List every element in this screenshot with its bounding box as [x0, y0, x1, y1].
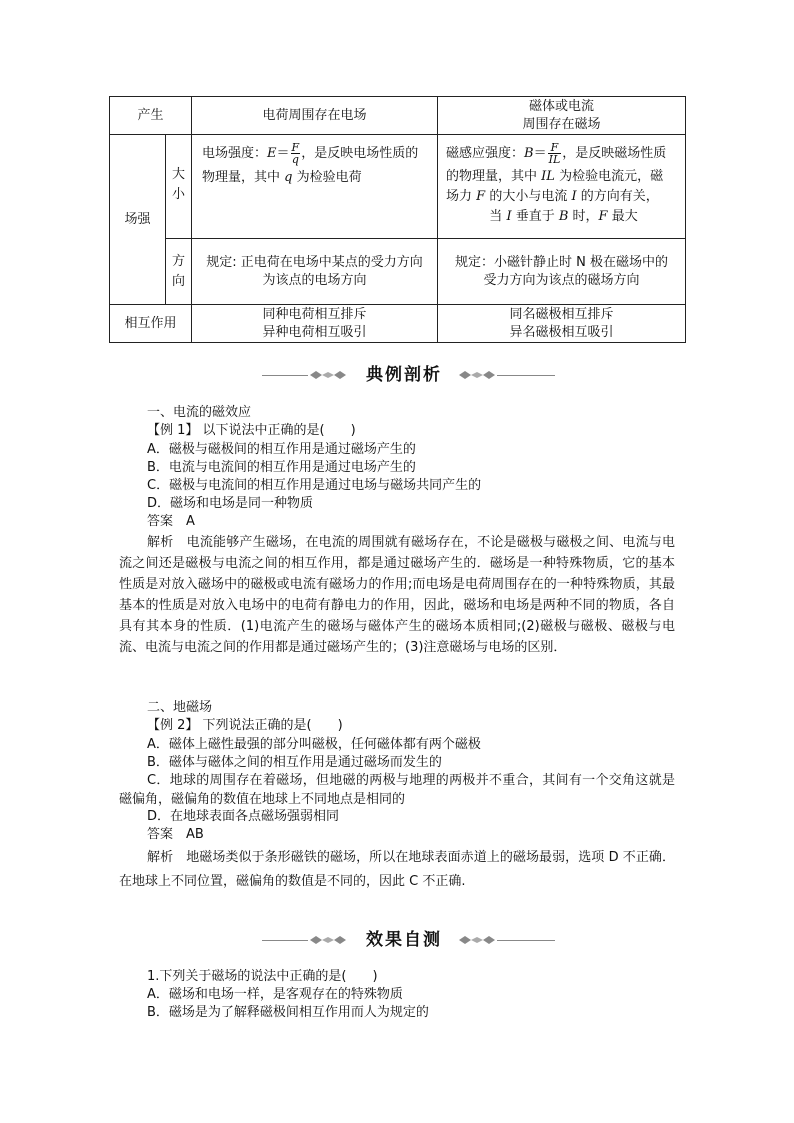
denominator: q: [291, 153, 299, 166]
electric-strength-cell: [192, 135, 438, 239]
direction-label-cell: [166, 239, 192, 305]
section-title: 典例剖析: [366, 365, 442, 385]
row-label-source: 产生: [110, 97, 192, 135]
example-1-option-b: B．电流与电流间的相互作用是通过电场产生的: [147, 460, 416, 475]
magnetic-strength-line-3: [446, 187, 681, 207]
divider-line: [262, 375, 308, 376]
example-2-option-a: A．磁体上磁性最强的部分叫磁极，任何磁体都有两个磁极: [147, 737, 481, 752]
ornament-left-icon: [308, 369, 348, 381]
example-2-analysis: 解析 地磁场类似于条形磁铁的磁场，所以在地球表面赤道上的磁场最弱，选项 D 不正确．在地球上不同位置，磁偏角的数值是不同的，因此 C 不正确.: [119, 850, 675, 889]
row-label-interaction: 相互作用: [110, 305, 192, 343]
electric-direction-line-2: 为该点的电场方向: [262, 272, 367, 288]
magnetic-strength-line-2: [446, 167, 681, 187]
example-1-option-d: D．磁场和电场是同一种物质: [147, 496, 314, 511]
text: ，是反映电场性质的: [301, 146, 419, 161]
text: 的大小与电流: [485, 189, 572, 204]
var-IL: IL: [541, 169, 555, 184]
ornament-left-icon: [308, 934, 348, 946]
quiz-1-option-b: B．磁场是为了解释磁极间相互作用而人为规定的: [147, 1005, 429, 1020]
var-E: E: [267, 146, 277, 161]
direction-label-1: 方: [172, 253, 186, 269]
numerator: F: [291, 141, 300, 154]
part1-heading: 一、电流的磁效应: [147, 405, 252, 420]
example-2-answer: 答案 AB: [147, 827, 204, 842]
example-2-option-c: C．地球的周围存在着磁场，但地磁的两极与地理的两极并不重合，其间有一个交角这就是磁偏角，磁偏角的数值在地球上不同地点是相同的: [119, 773, 675, 807]
text: 场力: [446, 189, 477, 204]
text: 电场强度：: [202, 146, 268, 161]
var-I: I: [506, 209, 512, 224]
fraction-F-over-IL: [548, 142, 562, 165]
row-label-strength: 场强: [110, 135, 166, 305]
example-2-option-b: B．磁体与磁体之间的相互作用是通过磁场而发生的: [147, 755, 442, 770]
example-1-answer: 答案 A: [147, 514, 195, 529]
text: 磁感应强度：: [446, 146, 525, 161]
magnetic-source-line-2: 周围存在磁场: [522, 116, 601, 132]
text: 当: [489, 209, 507, 224]
electric-direction-cell: [192, 239, 438, 305]
electric-direction-line-1: 规定: 正电荷在电场中某点的受力方向: [206, 254, 423, 270]
text: 的物理量，其中: [446, 169, 542, 184]
divider-line: [262, 940, 308, 941]
magnetic-direction-line-2: 受力方向为该点的磁场方向: [483, 272, 640, 288]
text: 最大: [607, 209, 638, 224]
magnetic-strength-line-1: [446, 141, 681, 167]
text: 的方向有关，: [576, 189, 659, 204]
size-label-1: 大: [172, 167, 186, 182]
var-F: F: [476, 189, 486, 204]
comparison-table: [109, 96, 686, 343]
fraction-F-over-q: [291, 142, 301, 165]
text: 时，: [568, 209, 599, 224]
table-row: [110, 305, 686, 343]
var-B: B: [524, 146, 534, 161]
ornament-right-icon: [457, 369, 497, 381]
part2-heading: 二、地磁场: [147, 700, 213, 715]
text: 为检验电流元，磁: [554, 169, 664, 184]
numerator: F: [548, 142, 562, 154]
size-label-2: 小: [172, 187, 186, 202]
electric-source-cell: 电荷周围存在电场: [192, 97, 438, 135]
text: 为检验电荷: [292, 170, 362, 185]
quiz-question-1: 1.下列关于磁场的说法中正确的是( ): [147, 969, 378, 984]
magnetic-interaction-line-2: 异名磁极相互吸引: [509, 324, 614, 340]
divider-line: [497, 375, 555, 376]
equals: ＝: [533, 146, 547, 161]
magnetic-source-cell: [438, 97, 686, 135]
electric-interaction-cell: [192, 305, 438, 343]
electric-interaction-line-2: 异种电荷相互吸引: [262, 324, 367, 340]
example-1-option-c: C．磁极与电流间的相互作用是通过电场与磁场共同产生的: [147, 478, 482, 493]
text: 物理量，其中: [202, 170, 285, 185]
section-header-self-test: [0, 928, 794, 952]
table-row: [110, 135, 686, 239]
table-row: [110, 97, 686, 135]
text: ，是反映磁场性质: [562, 146, 667, 161]
var-F: F: [598, 209, 608, 224]
electric-strength-line-2: [202, 167, 431, 189]
divider-line: [497, 940, 555, 941]
magnetic-strength-cell: [438, 135, 686, 239]
magnetic-interaction-cell: [438, 305, 686, 343]
var-I: I: [571, 189, 577, 204]
section-title: 效果自测: [366, 930, 442, 950]
section-header-examples: [0, 363, 794, 387]
var-q: q: [284, 170, 293, 185]
example-1-analysis: 解析 电流能够产生磁场，在电流的周围就有磁场存在，不论是磁极与磁极之间、电流与电流之间还是磁极与电流之间的相互作用，都是通过磁场产生的．磁场是一种特殊物质，它的基本性质是对放入磁场中的磁极或电流有磁场力的作用;而电场是电荷周围存在的一种特殊物质，其最基本的性质是对放入电场中的电荷有静电力的作用，因此，磁场和电场是两种不同的物质，各自具有其本身的性质．(1)电流产生的磁场与磁体产生的磁场本质相同;(2)磁极与磁极、磁极与电流、电流与电流之间的作用都是通过磁场产生的；(3)注意磁场与电场的区别．: [119, 535, 675, 655]
magnetic-strength-line-4: [446, 207, 681, 227]
size-label-cell: [166, 135, 192, 239]
magnetic-direction-cell: [438, 239, 686, 305]
electric-interaction-line-1: 同种电荷相互排斥: [262, 306, 367, 322]
quiz-1-option-a: A．磁场和电场一样，是客观存在的特殊物质: [147, 987, 403, 1002]
var-B: B: [558, 209, 569, 224]
example-1-question: 【例 1】 以下说法中正确的是( ): [147, 423, 356, 438]
magnetic-source-line-1: 磁体或电流: [529, 98, 595, 114]
table-row: [110, 239, 686, 305]
ornament-right-icon: [457, 934, 497, 946]
example-1-option-a: A．磁极与磁极间的相互作用是通过磁场产生的: [147, 442, 416, 457]
magnetic-direction-line-1: 规定：小磁针静止时 N 极在磁场中的: [455, 254, 669, 270]
electric-strength-line-1: [202, 141, 431, 167]
magnetic-interaction-line-1: 同名磁极相互排斥: [509, 306, 614, 322]
text: 垂直于: [511, 209, 559, 224]
equals: ＝: [276, 146, 290, 161]
example-2-question: 【例 2】 下列说法正确的是( ): [147, 718, 343, 733]
denominator: IL: [548, 153, 561, 166]
direction-label-2: 向: [172, 273, 186, 289]
example-2-option-d: D．在地球表面各点磁场强弱相同: [147, 809, 340, 824]
